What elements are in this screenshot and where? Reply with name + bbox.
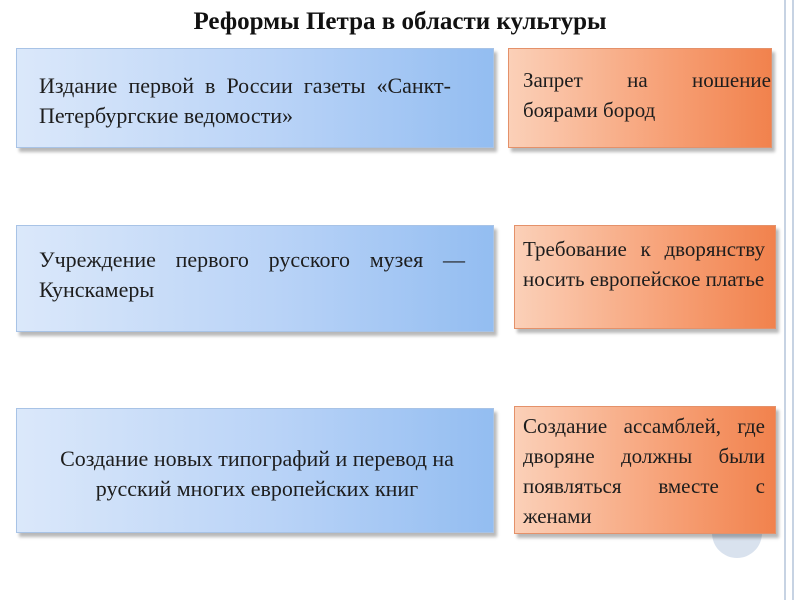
reform-box-beards xyxy=(508,48,772,148)
reform-text-beards: Запрет на ношение боярами бород xyxy=(523,68,771,122)
reform-text-dress: Требование к дворянству носить европейское платье xyxy=(523,237,765,291)
reform-text-assemblies: Создание ассамблей, где дворяне должны были появляться вместе с женами xyxy=(523,414,765,528)
reform-box-assemblies xyxy=(514,406,776,534)
frame-line-right-2 xyxy=(792,0,794,600)
reform-text-museum: Учреждение первого русского музея — Кунскамеры xyxy=(39,247,465,302)
reform-box-newspaper xyxy=(16,48,494,148)
reform-text-printing: Создание новых типографий и перевод на русский многих европейских книг xyxy=(60,446,454,501)
frame-line-right-1 xyxy=(784,0,786,600)
reform-box-printing xyxy=(16,408,494,533)
reform-box-museum xyxy=(16,225,494,332)
reform-text-newspaper: Издание первой в России газеты «Санкт-Петербургские ведомости» xyxy=(39,73,451,128)
slide-title: Реформы Петра в области культуры xyxy=(193,8,607,35)
reform-box-dress xyxy=(514,225,776,329)
